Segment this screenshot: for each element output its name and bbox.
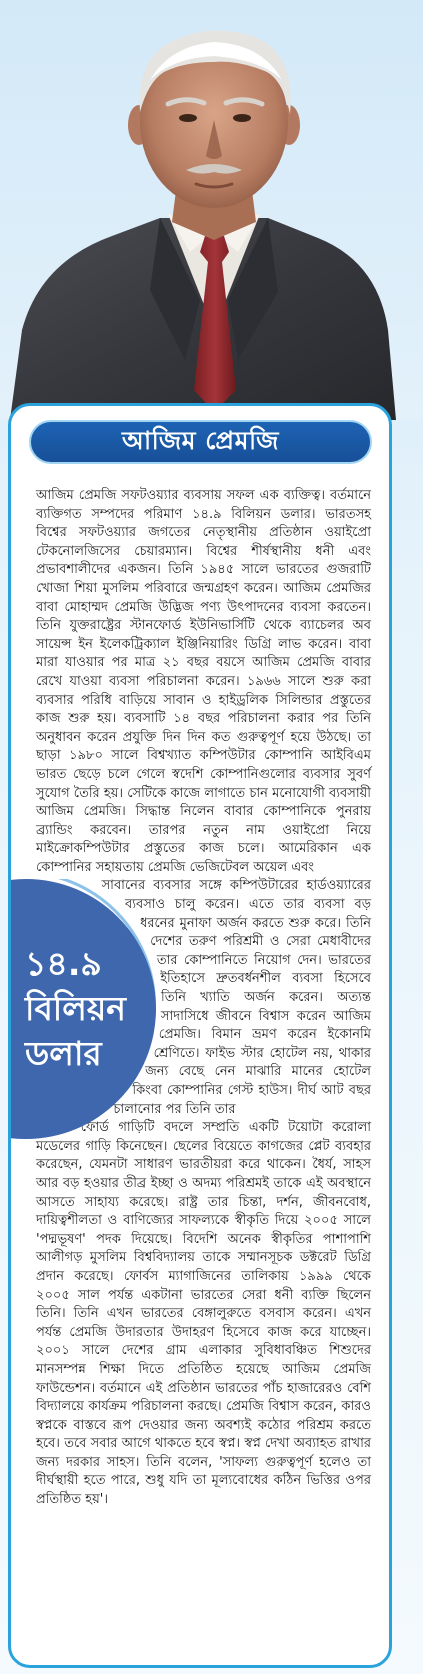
callout-unit-billion: বিলিয়ন xyxy=(25,989,126,1029)
profile-card xyxy=(8,403,392,1668)
title-banner xyxy=(29,420,372,464)
profile-title: আজিম প্রেমজি xyxy=(122,425,279,455)
portrait-photo xyxy=(0,0,423,420)
body-paragraph-closing: ফোর্ড গাড়িটি বদলে সম্প্রতি একটি টয়োটা করোলা মডেলের গাড়ি কিনেছেন। ছেলের বিয়েতে কাগজের প্লেট ব্যবহার করেছেন, যেমনটা সাধারণ ভারতীয়রা করে থাকেন। ধৈর্য, সাহস আর বড় হওয়ার তীব্র ইচ্ছা ও অদম্য পরিশ্রমই তাকে এই অবস্থানে আসতে সাহায্য করেছে। রাষ্ট্র তার চিন্তা, দর্শন, জীবনবোধ, দায়িত্বশীলতা ও বাণিজ্যের সাফল্যকে স্বীকৃতি দিয়ে ২০০৫ সালে 'পদ্মভূষণ' পদক দিয়েছে। বিদেশি অনেক স্বীকৃতির পাশাপাশি আলীগড় মুসলিম বিশ্ববিদ্যালয় তাকে সম্মানসূচক ডক্টরেট ডিগ্রি প্রদান করেছে। ফোর্বস ম্যাগাজিনের তালিকায় ১৯৯৯ থেকে ২০০৫ সাল পর্যন্ত একটানা ভারতের সেরা ধনী ব্যক্তি ছিলেন তিনি। তিনি এখন ভারতের বেঙ্গালুরুতে বসবাস করেন। এখন পর্যন্ত প্রেমজি উদারতার উদাহরণ হিসেবে কাজ করে যাচ্ছেন। ২০০১ সালে দেশের গ্রাম এলাকার সুবিধাবঞ্চিত শিশুদের মানসম্পন্ন শিক্ষা দিতে প্রতিষ্ঠিত হয়েছে আজিম প্রেমজি ফাউন্ডেশন। বর্তমানে এই প্রতিষ্ঠান ভারতের পাঁচ হাজারেরও বেশি বিদ্যালয়ে কার্যক্রম পরিচালনা করছে। প্রেমজি বিশ্বাস করেন, কারও স্বপ্নকে বাস্তবে রূপ দেওয়ার জন্য অবশ্যই কঠোর পরিশ্রম করতে হবে। তবে সবার আগে থাকতে হবে স্বপ্ন। স্বপ্ন দেখা অব্যাহত রাখার জন্য দরকার সাহস। তিনি বলেন, 'সাফল্য গুরুত্বপূর্ণ হলেও তা দীর্ঘস্থায়ী হতে পারে, শুধু যদি তা মূল্যবোধের কঠিন ভিত্তির ওপর প্রতিষ্ঠিত হয়'। xyxy=(36,1120,371,1508)
body-paragraph-beside-callout: সাবানের ব্যবসার সঙ্গে কম্পিউটারের হার্ডওয়্যারের ব্যবসাও চালু করেন। এতে তার ব্যবসা বড় ধরনের মুনাফা অর্জন করতে শুরু করে। তিনি দেশের তরুণ পরিশ্রমী ও সেরা মেধাবীদের তার কোম্পানিতে নিয়োগ দেন। ভারতের ইতিহাসে দ্রুতবর্ধনশীল ব্যবসা হিসেবে তিনি খ্যাতি অর্জন করেন। অত্যন্ত সাদাসিধে জীবনে বিশ্বাস করেন আজিম প্রেমজি। বিমান ভ্রমণ করেন ইকোনমি শ্রেণিতে। ফাইভ স্টার হোটেল নয়, থাকার জন্য বেছে নেন মাঝারি মানের হোটেল কিংবা কোম্পানির গেস্ট হাউস। দীর্ঘ আট বছর চালানোর পর তিনি তার xyxy=(101,878,371,1117)
callout-text xyxy=(25,941,145,1076)
body-paragraph-intro: আজিম প্রেমজি সফটওয়্যার ব্যবসায় সফল এক ব্যক্তিত্ব। বর্তমানে ব্যক্তিগত সম্পদের পরিমাণ ১৪.৯ বিলিয়ন ডলার। ভারতসহ বিশ্বের সফটওয়্যার জগতের নেতৃস্থানীয় প্রতিষ্ঠান ওয়াইপ্রো টেকনোলজিসের চেয়ারম্যান। বিশ্বের শীর্ষস্থানীয় ধনী এবং প্রভাবশালীদের একজন। তিনি ১৯৪৫ সালে ভারতের গুজরাটি খোজা শিয়া মুসলিম পরিবারে জন্মগ্রহণ করেন। আজিম প্রেমজির বাবা মোহাম্মদ প্রেমজি উদ্ভিজ পণ্য উৎপাদনের ব্যবসা করতেন। তিনি যুক্তরাষ্ট্রের স্টানফোর্ড ইউনিভার্সিটি থেকে ব্যাচেলর অব সায়েন্স ইন ইলেকট্রিক্যাল ইঞ্জিনিয়ারিং ডিগ্রি লাভ করেন। বাবা মারা যাওয়ার পর মাত্র ২১ বছর বয়সে আজিম প্রেমজি বাবার রেখে যাওয়া ব্যবসা পরিচালনা করেন। ১৯৬৬ সালে শুরু করা ব্যবসার পরিধি বাড়িয়ে সাবান ও হাইড্রলিক সিলিন্ডার প্রস্তুতের কাজ শুরু হয়। ব্যবসাটি ১৪ বছর পরিচালনা করার পর তিনি অনুধাবন করেন প্রযুক্তি দিন দিন কত গুরুত্বপূর্ণ হয়ে উঠছে। তা ছাড়া ১৯৮০ সালে বিশ্বখ্যাত কম্পিউটার কোম্পানি আইবিএম ভারত ছেড়ে চলে গেলে স্বদেশি কোম্পানিগুলোর ব্যবসার সুবর্ণ সুযোগ তৈরি হয়। সেটিকে কাজে লাগাতে চান মনোযোগী ব্যবসায়ী আজিম প্রেমজি। সিদ্ধান্ত নিলেন বাবার কোম্পানিকে পুনরায় ব্র্যান্ডিং করবেন। তারপর নতুন নাম ওয়াইপ্রো নিয়ে মাইক্রোকম্পিউটার প্রস্তুতের কাজ চলে। আমেরিকান এক কোম্পানির সহায়তায় প্রেমজি ভেজিটেবল অয়েল এবং xyxy=(36,488,371,875)
callout-amount: ১৪.৯ xyxy=(25,944,102,984)
callout-unit-dollar: ডলার xyxy=(25,1034,102,1074)
wealth-callout xyxy=(11,879,161,1139)
